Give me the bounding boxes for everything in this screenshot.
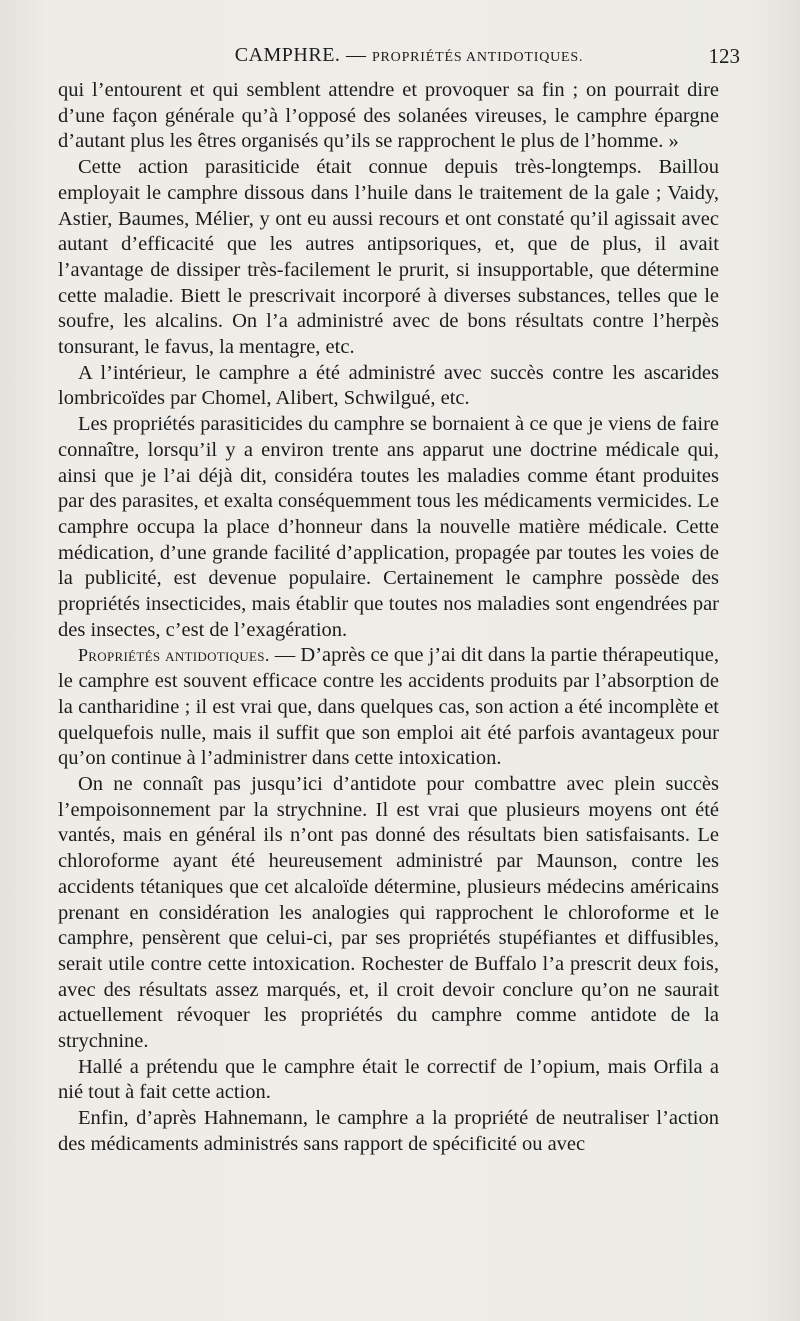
paragraph-1: qui l’entourent et qui semblent attendre et provoquer sa fin ; on pourrait dire d’une façon générale qu’à l’opposé des solanées vireuses, le camphre épargne d’autant plus les êtres organisés qu’ils se rapprochent le plus de l’homme. » <box>58 79 719 153</box>
body-text <box>58 78 719 1158</box>
running-title <box>78 44 740 67</box>
paragraph-2: Cette action parasiticide était connue depuis très-longtemps. Baillou employait le camphre dissous dans l’huile dans le traitement de la gale ; Vaidy, Astier, Baumes, Mélier, y ont eu aussi recours et ont constaté qu’il agissait avec autant d’efficacité que les autres antipsoriques, et, que de plus, il avait l’avantage de dissiper très-facilement le prurit, si insupportable, que détermine cette maladie. Biett le prescrivait incorporé à diverses substances, telles que le soufre, les alcalins. On l’a administré avec de bons résultats contre l’herpès tonsurant, le favus, la mentagre, etc. <box>58 156 719 359</box>
paragraph-5 <box>58 643 719 772</box>
running-head <box>78 44 740 74</box>
paragraph-5-text: — D’après ce que j’ai dit dans la partie thérapeutique, le camphre est souvent efficace contre les accidents produits par l’absorption de la cantharidine ; il est vrai que, dans quelques cas, son action a été incomplète et quelquefois nulle, mais il suffit que son emploi ait été parfois avantageux pour qu’on continue à l’administrer dans cette intoxication. <box>58 644 720 770</box>
paragraph-3: A l’intérieur, le camphre a été administré avec succès contre les ascarides lombricoïdes par Chomel, Alibert, Schwilgué, etc. <box>58 361 719 410</box>
running-title-section: PROPRIÉTÉS ANTIDOTIQUES. <box>371 50 584 65</box>
paragraph-6: On ne connaît pas jusqu’ici d’antidote pour combattre avec plein succès l’empoisonnement par la strychnine. Il est vrai que plusieurs moyens ont été vantés, mais en général ils n’ont pas donné des résultats bien satisfaisants. Le chloroforme ayant été heureusement administré par Maunson, contre les accidents tétaniques que cet alcaloïde détermine, plusieurs médecins américains prenant en considération les analogies qui rapprochent le chloroforme et le camphre, pensèrent que celui-ci, par ses propriétés stupéfiantes et diffusibles, serait utile contre cette intoxication. Rochester de Buffalo l’a prescrit deux fois, avec des résultats assez marqués, et, il croit devoir conclure qu’on ne saurait actuellement révoquer les propriétés du camphre comme antidote de la strychnine. <box>58 772 719 1053</box>
section-heading-antidotiques: Propriétés antidotiques. <box>78 645 270 666</box>
running-title-dash: — <box>345 44 367 66</box>
paragraph-8: Enfin, d’après Hahnemann, le camphre a la propriété de neutraliser l’action des médicaments administrés sans rapport de spécificité ou avec <box>58 1107 719 1155</box>
running-title-main: CAMPHRE. <box>234 44 341 66</box>
paragraph-7: Hallé a prétendu que le camphre était le correctif de l’opium, mais Orfila a nié tout à fait cette action. <box>58 1055 719 1104</box>
page-number: 123 <box>708 44 740 68</box>
paragraph-4: Les propriétés parasiticides du camphre se bornaient à ce que je viens de faire connaître, lorsqu’il y a environ trente ans apparut une doctrine médicale qui, ainsi que je l’ai déjà dit, considéra toutes les maladies comme étant produites par des parasites, et exalta conséquemment tous les médicaments vermicides. Le camphre occupa la place d’honneur dans la nouvelle matière médicale. Cette médication, d’une grande facilité d’application, propagée par toutes les voies de la publicité, est devenue populaire. Certainement le camphre possède des propriétés insecticides, mais établir que toutes nos maladies sont engendrées par des insectes, c’est de l’exagération. <box>58 413 719 641</box>
